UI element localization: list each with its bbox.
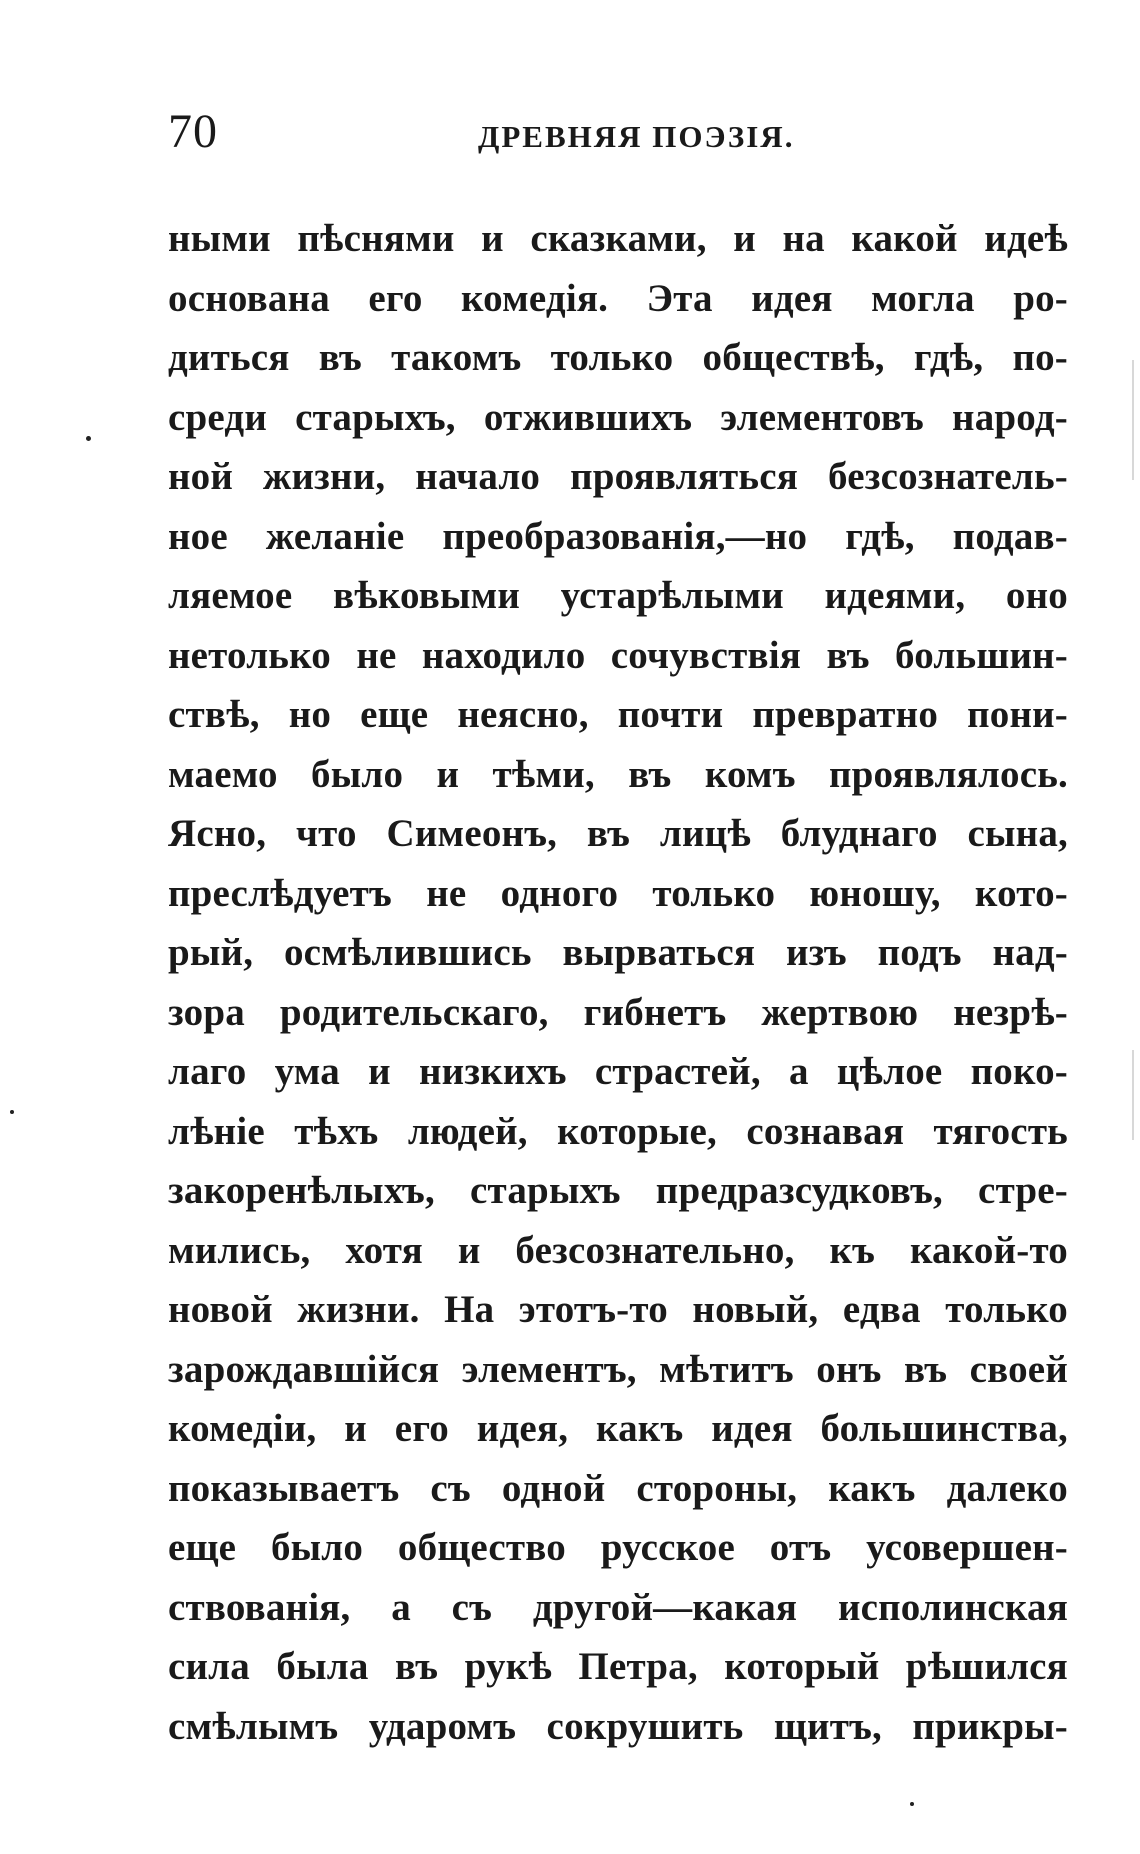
text-line: еще было общество русское отъ усовершен- (168, 1526, 1068, 1569)
body-text (168, 209, 1068, 1756)
text-line: закоренѣлыхъ, старыхъ предразсудковъ, стре- (168, 1169, 1068, 1212)
text-line: нетолько не находило сочувствія въ большин- (168, 633, 1068, 677)
text-line: ное желаніе преобразованія,—но гдѣ, подав- (168, 514, 1068, 558)
text-line: комедіи, и его идея, какъ идея большинства, (168, 1407, 1068, 1450)
text-line: ствованія, а съ другой—какая исполинская (168, 1585, 1068, 1629)
text-line: зора родительскаго, гибнетъ жертвою незрѣ- (168, 990, 1068, 1034)
page-number: 70 (168, 105, 218, 158)
running-title: ДРЕВНЯЯ ПОЭЗІЯ. (478, 119, 795, 154)
text-line: показываетъ съ одной стороны, какъ далеко (168, 1466, 1068, 1510)
text-line: Ясно, что Симеонъ, въ лицѣ блуднаго сына, (168, 812, 1068, 855)
text-line: новой жизни. На этотъ-то новый, едва только (168, 1288, 1068, 1331)
scan-edge-mark (1132, 1050, 1134, 1140)
text-line: лѣніе тѣхъ людей, которые, сознавая тягость (168, 1109, 1068, 1153)
text-line: маемо было и тѣми, въ комъ проявлялось. (168, 752, 1068, 796)
scan-speck (86, 436, 91, 441)
text-line: ствѣ, но еще неясно, почти превратно пони- (168, 693, 1068, 736)
scan-speck (910, 1802, 914, 1806)
text-line: преслѣдуетъ не одного только юношу, кото- (168, 871, 1068, 915)
text-line: среди старыхъ, отжившихъ элементовъ народ- (168, 395, 1068, 439)
text-line: смѣлымъ ударомъ сокрушить щитъ, прикры- (168, 1704, 1068, 1748)
text-line: ной жизни, начало проявляться безсознатель- (168, 455, 1068, 498)
text-line: ными пѣснями и сказками, и на какой идеѣ (168, 217, 1068, 260)
text-line: сила была въ рукѣ Петра, который рѣшился (168, 1645, 1068, 1688)
text-line: диться въ такомъ только обществѣ, гдѣ, по- (168, 336, 1068, 379)
text-line: мились, хотя и безсознательно, къ какой-то (168, 1228, 1068, 1272)
page-header (168, 102, 1068, 162)
text-line: ляемое вѣковыми устарѣлыми идеями, оно (168, 574, 1068, 617)
scan-edge-mark (1132, 360, 1134, 480)
scan-speck (10, 1110, 14, 1114)
text-line: основана его комедія. Эта идея могла ро- (168, 276, 1068, 320)
text-line: рый, осмѣлившись вырваться изъ подъ над- (168, 931, 1068, 974)
text-line: зарождавшійся элементъ, мѣтитъ онъ въ своей (168, 1347, 1068, 1391)
text-line: лаго ума и низкихъ страстей, а цѣлое поко- (168, 1050, 1068, 1093)
